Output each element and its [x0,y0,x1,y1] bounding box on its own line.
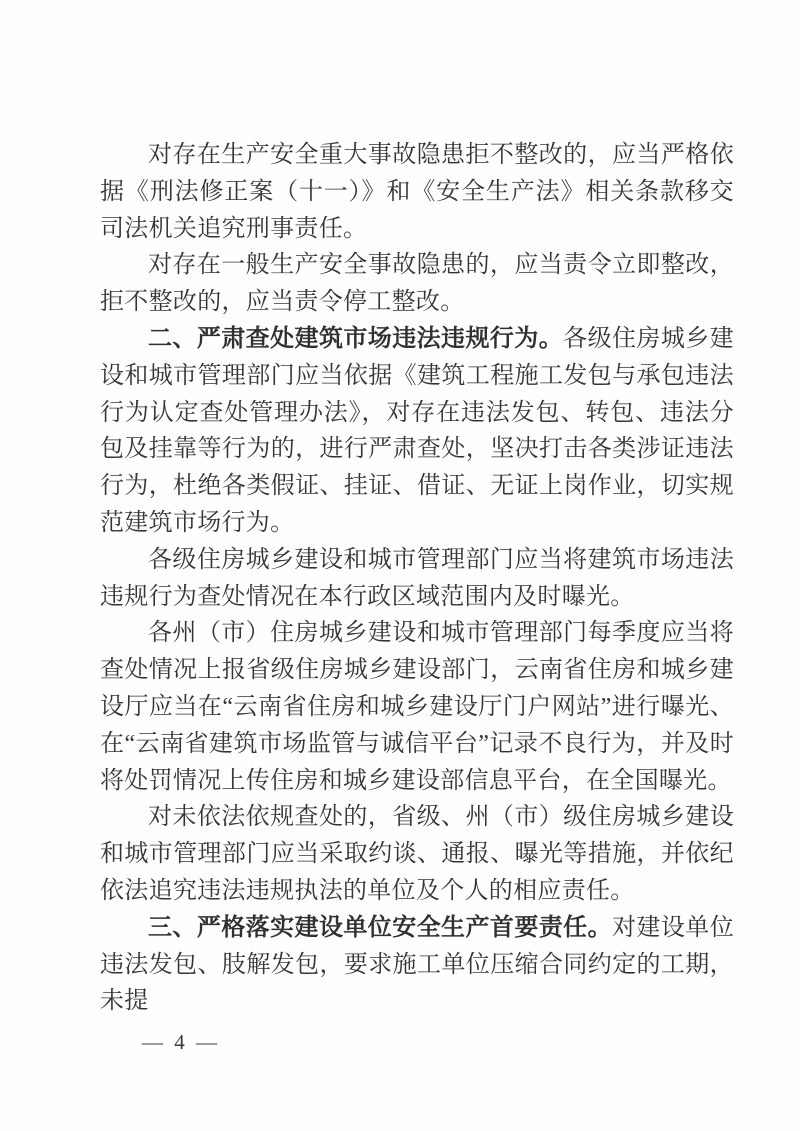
document-body [100,137,734,1020]
paragraph [100,910,734,1020]
paragraph-6-text: 对未依法依规查处的，省级、州（市）级住房城乡建设和城市管理部门应当采取约谈、通报、曝光等措施，并依纪依法追究违法违规执法的单位及个人的相应责任。 [100,804,734,904]
paragraph-7-text: 对建设单位违法发包、肢解发包，要求施工单位压缩合同约定的工期，未提 [100,914,735,1015]
paragraph [100,247,734,321]
paragraph [100,542,734,616]
paragraph [100,799,734,909]
section-2-heading: 二、严肃查处建筑市场违法违规行为。 [148,324,564,352]
paragraph-1-text: 对存在生产安全重大事故隐患拒不整改的，应当严格依据《刑法修正案（十一）》和《安全生产法》相关条款移交司法机关追究刑事责任。 [100,142,734,242]
paragraph-2-text: 对存在一般生产安全事故隐患的，应当责令立即整改，拒不整改的，应当责令停工整改。 [100,252,734,316]
paragraph [100,615,734,799]
paragraph [100,137,734,247]
paragraph-4-text: 各级住房城乡建设和城市管理部门应当将建筑市场违法违规行为查处情况在本行政区域范围内及时曝光。 [100,546,734,610]
page-footer [142,1030,220,1055]
page-number: — 4 — [142,1030,220,1054]
paragraph-5-text: 各州（市）住房城乡建设和城市管理部门每季度应当将查处情况上报省级住房城乡建设部门，云南省住房和城乡建设厅应当在“云南省住房和城乡建设厅门户网站”进行曝光、在“云南省建筑市场监管与诚信平台”记录不良行为，并及时将处罚情况上传住房和城乡建设部信息平台，在全国曝光。 [100,620,734,794]
paragraph [100,321,734,542]
section-3-heading: 三、严格落实建设单位安全生产首要责任。 [148,913,613,941]
paragraph-3-text: 各级住房城乡建设和城市管理部门应当依据《建筑工程施工发包与承包违法行为认定查处管理办法》，对存在违法发包、转包、违法分包及挂靠等行为的，进行严肃查处，坚决打击各类涉证违法行为，杜绝各类假证、挂证、借证、无证上岗作业，切实规范建筑市场行为。 [100,325,734,536]
